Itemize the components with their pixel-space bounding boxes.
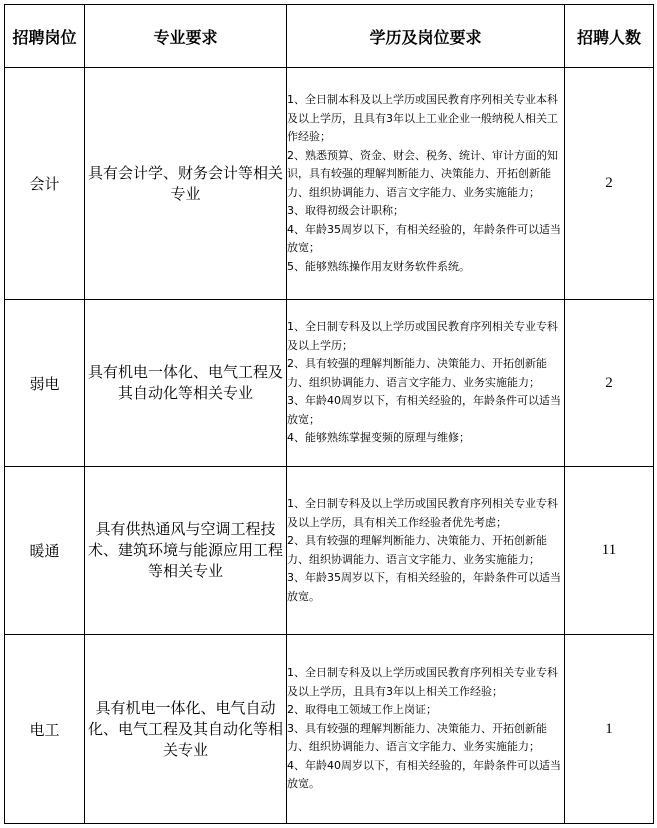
count-cell: 11	[565, 467, 654, 635]
requirement-item: 3、取得初级会计职称；	[287, 204, 404, 217]
header-requirements: 学历及岗位要求	[287, 5, 565, 68]
requirement-item: 4、年龄40周岁以下，有相关经验的，年龄条件可以适当放宽。	[287, 758, 561, 791]
requirement-item: 2、取得电工领域工作上岗证；	[287, 703, 437, 717]
requirements-cell	[287, 300, 565, 467]
header-count: 招聘人数	[565, 5, 654, 68]
count-cell: 1	[565, 635, 654, 824]
major-cell: 具有供热通风与空调工程技术、建筑环境与能源应用工程等相关专业	[85, 467, 287, 635]
requirements-cell	[287, 68, 565, 300]
requirements-cell	[287, 635, 565, 824]
table-row	[5, 635, 654, 824]
major-cell: 具有机电一体化、电气自动化、电气工程及其自动化等相关专业	[85, 635, 287, 824]
position-cell: 暖通	[5, 467, 85, 635]
recruitment-table	[4, 4, 654, 824]
requirement-item: 1、全日制专科及以上学历或国民教育序列相关专业专科及以上学历，且具有3年以上相关工作经验；	[287, 666, 558, 698]
requirement-item: 1、全日制专科及以上学历或国民教育序列相关专业专科及以上学历；	[287, 320, 558, 352]
requirement-item: 2、具有较强的理解判断能力、决策能力、开拓创新能力、组织协调能力、语言文字能力、业务实施能力；	[287, 357, 547, 389]
header-position: 招聘岗位	[5, 5, 85, 68]
requirement-item: 2、熟悉预算、资金、财会、税务、统计、审计方面的知识，具有较强的理解判断能力、决策能力、开拓创新能力、组织协调能力、语言文字能力、业务实施能力；	[287, 148, 558, 199]
requirement-item: 1、全日制本科及以上学历或国民教育序列相关专业本科及以上学历，且具有3年以上工业企业一般纳税人相关工作经验；	[287, 93, 558, 143]
table-row	[5, 467, 654, 635]
requirement-item: 4、能够熟练掌握变频的原理与维修；	[287, 431, 470, 445]
requirement-item: 5、能够熟练操作用友财务软件系统。	[287, 259, 470, 273]
requirement-item: 3、具有较强的理解判断能力、决策能力、开拓创新能力、组织协调能力、语言文字能力、业务实施能力；	[287, 721, 547, 754]
header-major: 专业要求	[85, 5, 287, 68]
header-row	[5, 5, 654, 68]
requirement-item: 1、全日制专科及以上学历或国民教育序列相关专业专科及以上学历，具有相关工作经验者优先考虑；	[287, 497, 558, 529]
count-cell: 2	[565, 300, 654, 467]
position-cell: 会计	[5, 68, 85, 300]
major-cell: 具有会计学、财务会计等相关专业	[85, 68, 287, 300]
requirements-cell	[287, 467, 565, 635]
requirement-item: 3、年龄35周岁以下，有相关经验的，年龄条件可以适当放宽。	[287, 571, 561, 603]
requirement-item: 4、年龄35周岁以下，有相关经验的，年龄条件可以适当放宽；	[287, 222, 561, 254]
major-cell: 具有机电一体化、电气工程及其自动化等相关专业	[85, 300, 287, 467]
requirement-item: 2、具有较强的理解判断能力、决策能力、开拓创新能力、组织协调能力、语言文字能力、业务实施能力；	[287, 534, 547, 566]
count-cell: 2	[565, 68, 654, 300]
table-row	[5, 68, 654, 300]
table-row	[5, 300, 654, 467]
requirement-item: 3、年龄40周岁以下，有相关经验的，年龄条件可以适当放宽；	[287, 394, 561, 426]
position-cell: 电工	[5, 635, 85, 824]
position-cell: 弱电	[5, 300, 85, 467]
